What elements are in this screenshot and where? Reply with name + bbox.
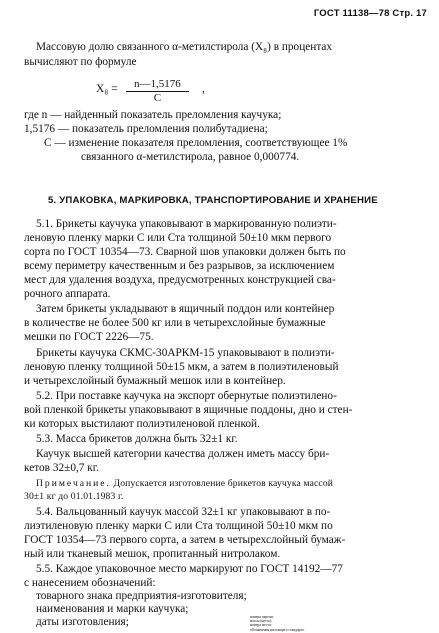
formula-numerator: n—1,5176: [134, 78, 181, 90]
intro-line-2: вычисляют по формуле: [24, 56, 137, 68]
text-line: 5.2. При поставке каучука на экспорт обернутые полиэтилено-: [36, 390, 337, 402]
definition-line: связанного α-метилстирола, равное 0,000774.: [81, 151, 300, 163]
text-line: вой пленкой брикеты упаковывают в ящичные поддоны, дно и стен-: [24, 404, 353, 416]
section-title: 5. УПАКОВКА, МАРКИРОВКА, ТРАНСПОРТИРОВАНИЕ И ХРАНЕНИЕ: [48, 195, 378, 206]
marking-item: товарного знака предприятия-изготовителя;: [36, 590, 247, 602]
definition-line: C — изменение показателя преломления, соответствующее 1%: [44, 137, 348, 149]
formula-fraction: [130, 78, 185, 105]
text-line: в количестве не более 500 кг или в четырехслойные бумажные: [24, 317, 326, 329]
text-line: кетов 32±0,7 кг.: [24, 462, 99, 474]
definition-line: где n — найденный показатель преломления каучука;: [24, 109, 282, 121]
marking-item: наименования и марки каучука;: [36, 603, 189, 615]
text-line: лиэтиленовую пленку марки С или Ста толщиной 50±10 мкм по: [24, 520, 333, 532]
text-line: Брикеты каучука СКМС-30АРКМ-15 упаковывают в полиэти-: [36, 347, 335, 359]
text-line: леновую пленку толщиной 50±15 мкм, а затем в полиэтиленовый: [24, 361, 339, 373]
marking-item: даты изготовления;: [36, 616, 129, 628]
note-line: 30±1 кг до 01.01.1983 г.: [24, 491, 124, 502]
formula-denominator: C: [126, 91, 189, 105]
marking-item: массы (нетто);: [250, 619, 273, 624]
text-line: с нанесением обозначений:: [24, 577, 156, 589]
text-line: Затем брикеты укладывают в ящичный поддон или контейнер: [36, 303, 335, 315]
text-line: мест для удаления воздуха, предусмотренных конструкцией сва-: [24, 274, 336, 286]
text-line: 5.3. Масса брикетов должна быть 32±1 кг.: [36, 433, 238, 445]
text-line: всему периметру качественным и без разрывов, за исключением: [24, 260, 335, 272]
text-line: мешки по ГОСТ 2226—75.: [24, 331, 154, 343]
text-line: леновую пленку марки С или Ста толщиной 50±10 мкм первого: [24, 232, 332, 244]
intro-line-1: Массовую долю связанного α-метилстирола (X₈) в процентах: [36, 41, 333, 53]
text-line: 5.1. Брикеты каучука упаковывают в маркированную полиэти-: [36, 218, 337, 230]
text-line: и четырехслойный бумажный мешок или в контейнер.: [24, 375, 286, 387]
text-line: 5.4. Вальцованный каучук массой 32±1 кг упаковывают в по-: [36, 506, 331, 518]
text-line: ки которых выстилают полиэтиленовой пленкой.: [24, 418, 260, 430]
running-head: ГОСТ 11138—78 Стр. 17: [313, 8, 427, 19]
text-line: Каучук высшей категории качества должен иметь массу бри-: [36, 448, 330, 460]
text-line: 5.5. Каждое упаковочное место маркируют по ГОСТ 14192—77: [36, 563, 343, 575]
note-text: Допускается изготовление брикетов каучука массой: [110, 478, 334, 489]
text-line: сорта по ГОСТ 10354—73. Сварной шов упаковки должен быть по: [24, 246, 346, 258]
formula-trail: ,: [202, 83, 205, 95]
marking-item: обозначения настоящего стандарта.: [250, 627, 305, 632]
note-label: Примечание.: [36, 478, 111, 489]
marking-item: номера партии;: [250, 615, 274, 619]
text-line: ный или тканевый мешок, пропитанный нитролаком.: [24, 548, 281, 560]
formula-lhs: X₈ =: [96, 83, 118, 95]
marking-item: номера места;: [250, 623, 272, 628]
text-line: ГОСТ 10354—73 первого сорта, а затем в четырехслойный бумаж-: [24, 534, 346, 546]
text-line: рочного аппарата.: [24, 288, 111, 300]
definition-line: 1,5176 — показатель преломления полибутадиена;: [24, 123, 268, 135]
